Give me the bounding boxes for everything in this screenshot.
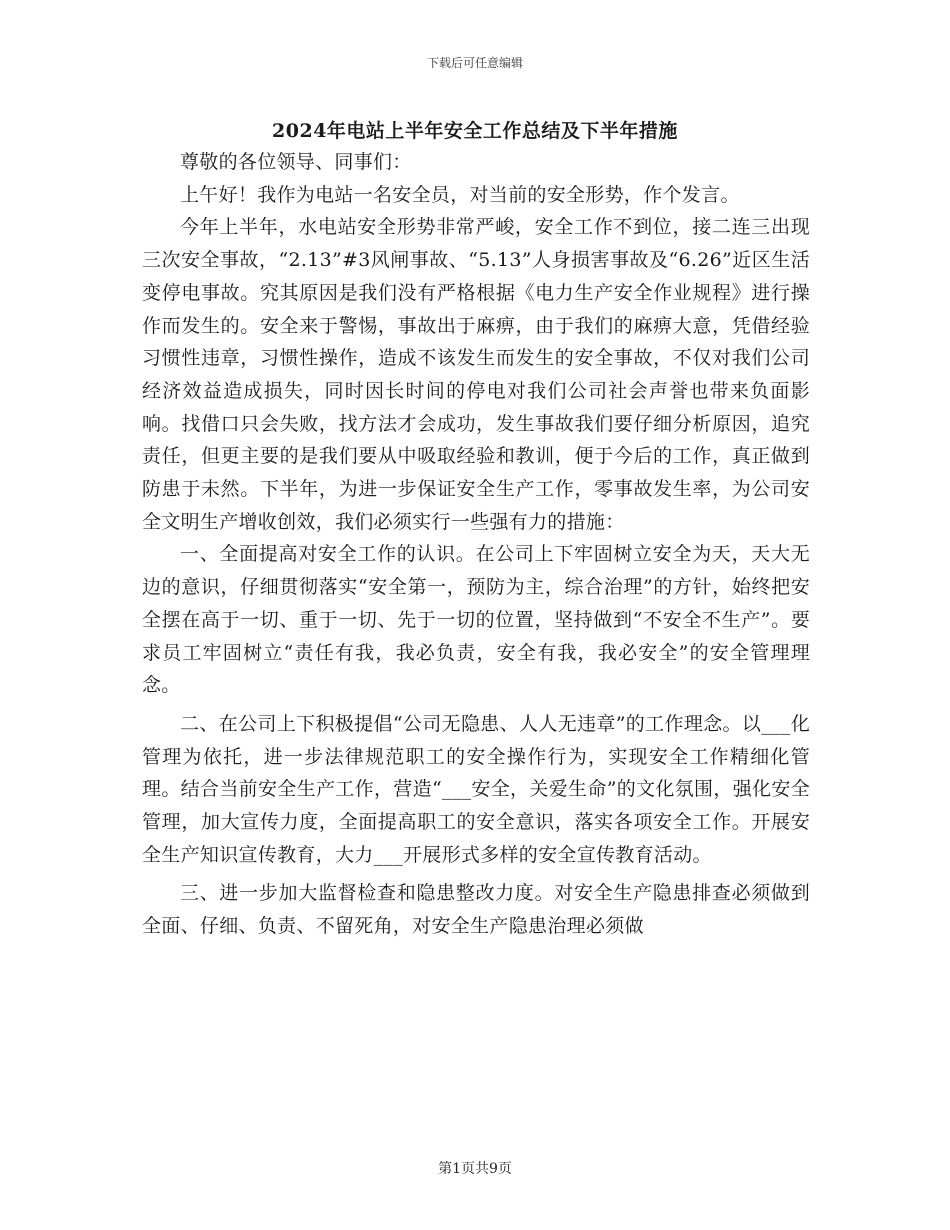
page-header-note: 下载后可任意编辑: [426, 56, 523, 70]
greeting-paragraph: 尊敬的各位领导、同事们：: [180, 151, 412, 173]
document-title: 2024年电站上半年安全工作总结及下半年措施: [272, 120, 678, 142]
measure-3-paragraph: 三、进一步加大监督检查和隐患整改力度。对安全生产隐患排查必须做到全面、仔细、负责、不留死角，对安全生产隐患治理必须做: [142, 882, 810, 938]
measure-2-paragraph: 二、在公司上下积极提倡“公司无隐患、人人无违章”的工作理念。以___化管理为依托，进一步法律规范职工的安全操作行为，实现安全工作精细化管理。结合当前安全生产工作，营造“___安全，关爱生命”的文化氛围，强化安全管理，加大宣传力度，全面提高职工的安全意识，落实各项安全工作。开展安全生产知识宣传教育，大力___开展形式多样的安全宣传教育活动。: [142, 712, 810, 866]
page-number-footer: 第1页共9页: [438, 1161, 512, 1177]
measure-1-paragraph: 一、全面提高对安全工作的认识。在公司上下牢固树立安全为天，天大无边的意识，仔细贯彻落实“安全第一，预防为主，综合治理”的方针，始终把安全摆在高于一切、重于一切、先于一切的位置，坚持做到“不安全不生产”。要求员工牢固树立“责任有我，我必负责，安全有我，我必安全”的安全管理理念。: [142, 543, 810, 697]
opening-paragraph: 上午好！我作为电站一名安全员，对当前的安全形势，作个发言。: [180, 183, 740, 206]
document-body: [142, 146, 810, 943]
summary-paragraph: 今年上半年，水电站安全形势非常严峻，安全工作不到位，接二连三出现三次安全事故，“2.13”#3风闸事故、“5.13”人身损害事故及“6.26”近区生活变停电事故。究其原因是我们没有严格根据《电力生产安全作业规程》进行操作而发生的。安全来于警惕，事故出于麻痹，由于我们的麻痹大意，凭借经验习惯性违章，习惯性操作，造成不该发生而发生的安全事故，不仅对我们公司经济效益造成损失，同时因长时间的停电对我们公司社会声誉也带来负面影响。找借口只会失败，找方法才会成功，发生事故我们要仔细分析原因，追究责任，但更主要的是我们要从中吸取经验和教训，便于今后的工作，真正做到防患于未然。下半年，为进一步保证安全生产工作，零事故发生率，为公司安全文明生产增收创效，我们必须实行一些强有力的措施：: [142, 216, 810, 533]
